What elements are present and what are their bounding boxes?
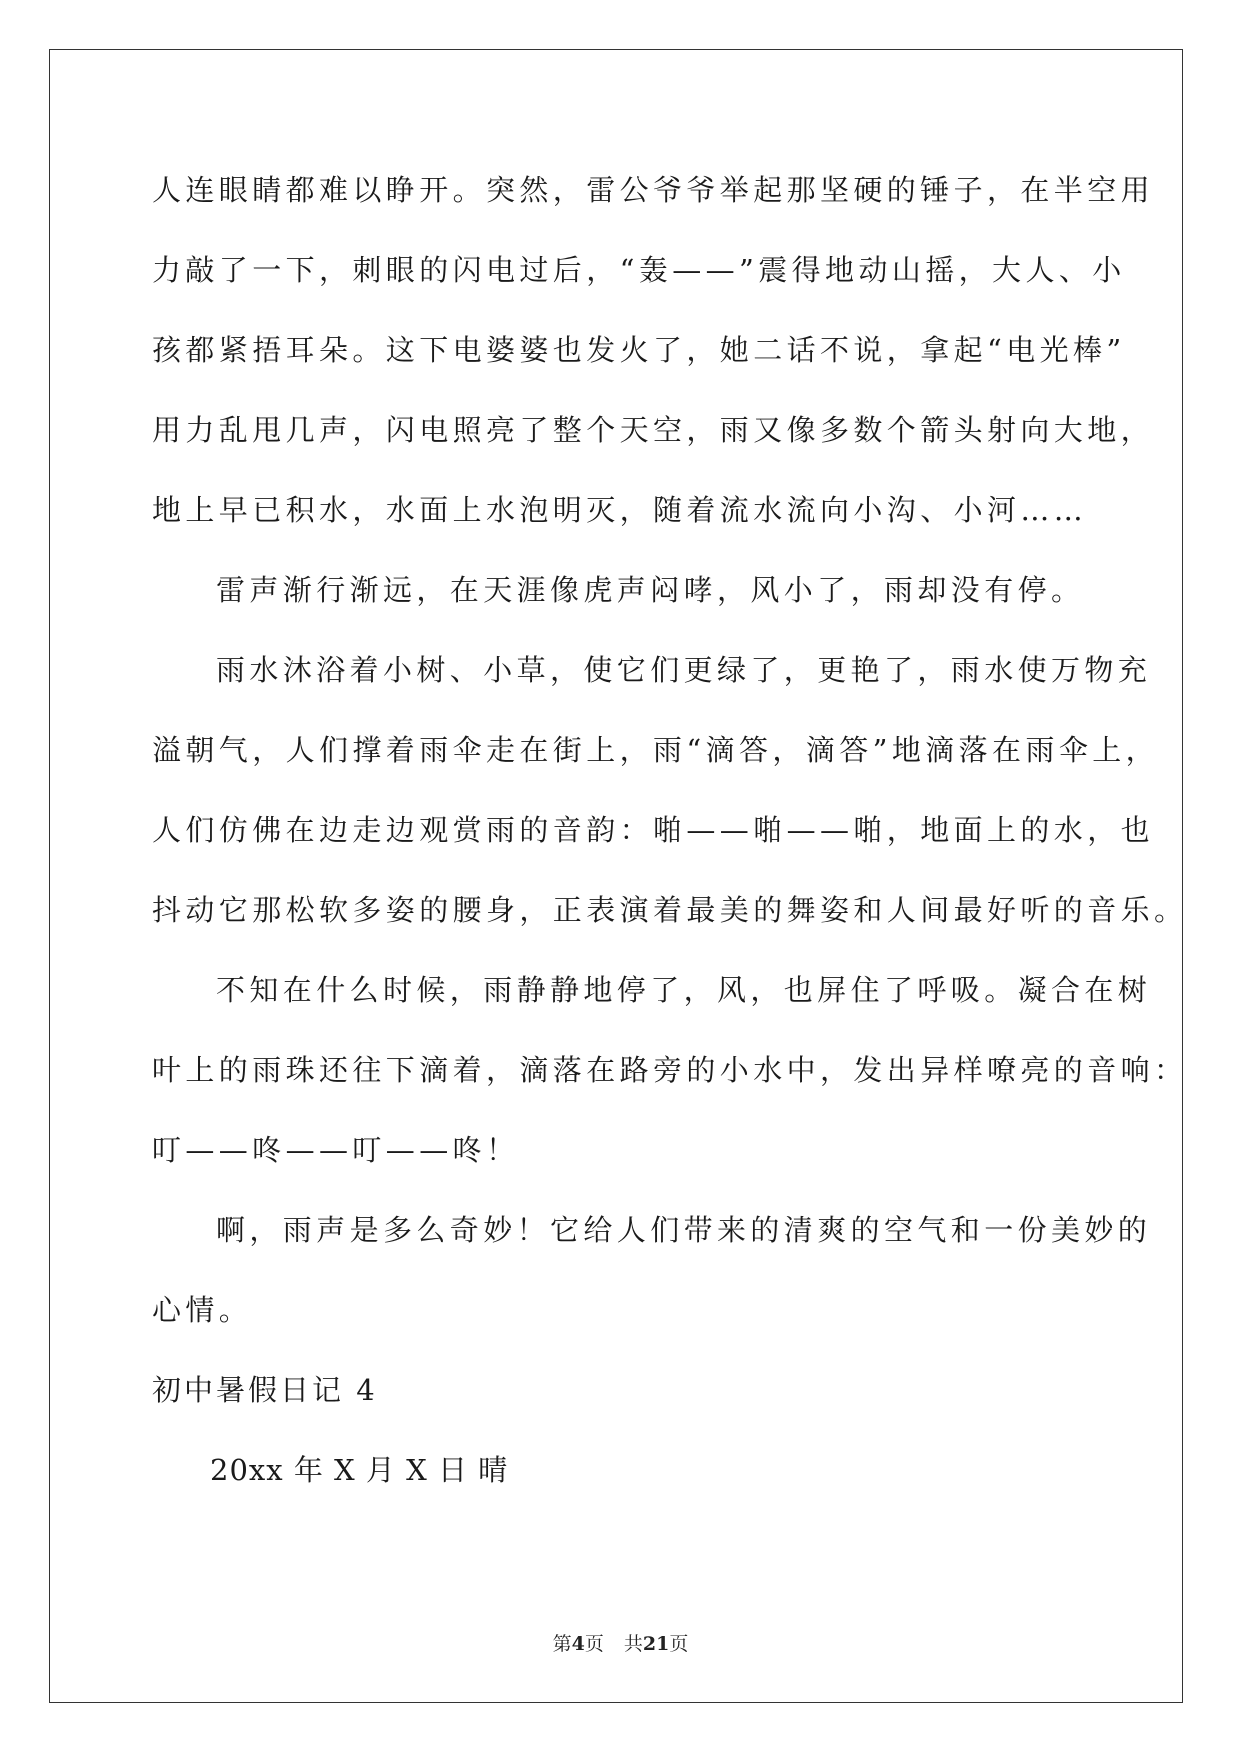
total-pages: 21 (642, 1633, 670, 1655)
total-prefix: 共 (623, 1633, 643, 1655)
paragraph-first-line: 啊，雨声是多么奇妙！它给人们带来的清爽的空气和一份美妙的 (216, 1213, 1152, 1247)
text-line: 地上早已积水，水面上水泡明灭，随着流水流向小沟、小河…… (152, 493, 1088, 527)
page-footer (0, 1631, 1241, 1657)
section-title: 初中暑假日记 4 (152, 1373, 378, 1407)
entry-date: 20xx 年 X 月 X 日 晴 (210, 1453, 509, 1487)
text-line: 力敲了一下，刺眼的闪电过后，“轰——”震得地动山摇，大人、小 (152, 253, 1126, 287)
paragraph-first-line: 不知在什么时候，雨静静地停了，风，也屏住了呼吸。凝合在树 (216, 973, 1152, 1007)
total-suffix: 页 (669, 1633, 689, 1655)
text-line: 叮——咚——叮——咚！ (152, 1133, 520, 1167)
page-prefix: 第 (552, 1633, 572, 1655)
text-line: 人们仿佛在边走边观赏雨的音韵：啪——啪——啪，地面上的水，也 (152, 813, 1155, 847)
text-line: 抖动它那松软多姿的腰身，正表演着最美的舞姿和人间最好听的音乐。 (152, 893, 1188, 927)
text-line: 叶上的雨珠还往下滴着，滴落在路旁的小水中，发出异样嘹亮的音响： (152, 1053, 1188, 1087)
text-line: 心情。 (152, 1293, 253, 1327)
page-suffix: 页 (584, 1633, 604, 1655)
text-line: 溢朝气，人们撑着雨伞走在街上，雨“滴答，滴答”地滴落在雨伞上， (152, 733, 1160, 767)
paragraph-first-line: 雷声渐行渐远，在天涯像虎声闷哮，风小了，雨却没有停。 (216, 573, 1085, 607)
text-line: 用力乱甩几声，闪电照亮了整个天空，雨又像多数个箭头射向大地， (152, 413, 1155, 447)
paragraph-first-line: 雨水沐浴着小树、小草，使它们更绿了，更艳了，雨水使万物充 (216, 653, 1152, 687)
page-number: 4 (571, 1633, 585, 1655)
text-line: 孩都紧捂耳朵。这下电婆婆也发火了，她二话不说，拿起“电光棒” (152, 333, 1126, 367)
text-line: 人连眼睛都难以睁开。突然，雷公爷爷举起那坚硬的锤子，在半空用 (152, 173, 1155, 207)
